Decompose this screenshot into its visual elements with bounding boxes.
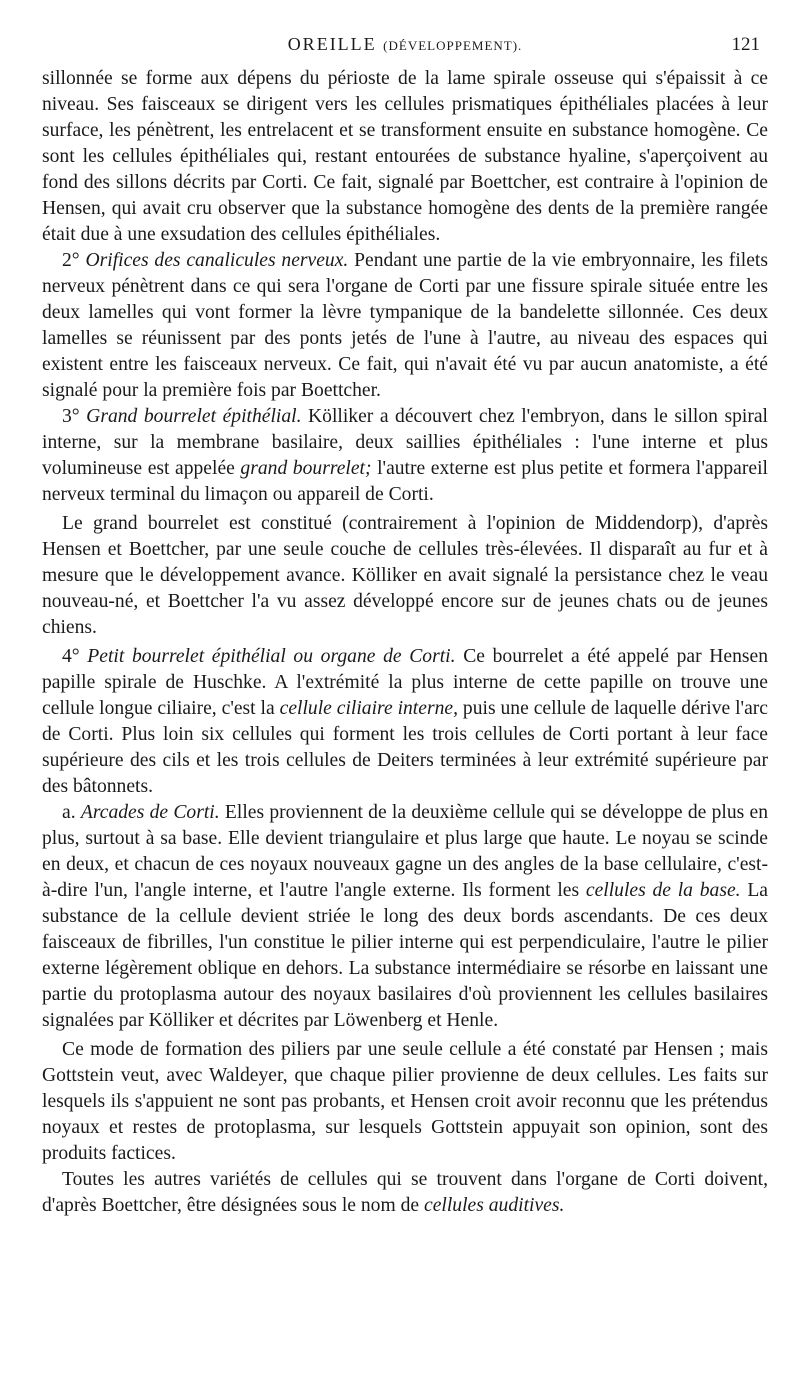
paragraph-3-text-after: l'autre externe est plus petite et formera l'appareil nerveux terminal du limaçon ou appareil de Corti.	[42, 458, 768, 505]
paragraph-1-text: sillonnée se forme aux dépens du périoste de la lame spirale osseuse qui s'épaissit à ce niveau. Ses faisceaux se dirigent vers les cellules prismatiques épithéliales placées à leur surface, les pénètrent, les entrelacent et se transforment ensuite en substance homogène. Ce sont les cellules épithéliales qui, restant entourées de substance hyaline, s'aperçoivent au fond des sillons décrits par Corti. Ce fait, signalé par Boettcher, est contraire à l'opinion de Hensen, qui avait cru observer que la substance homogène des dents de la première rangée était due à une exsudation des cellules épithéliales.	[42, 68, 768, 245]
paragraph-8-italic: cellules auditives.	[424, 1195, 565, 1216]
paragraph-6-italic: cellules de la base.	[585, 880, 741, 901]
body-text	[42, 66, 768, 1219]
paragraph-3-text-before: Kölliker a découvert chez l'embryon, dans le sillon spiral interne, sur la membrane basilaire, deux saillies épithéliales : l'une interne et plus volumineuse est appelée	[42, 406, 768, 479]
paragraph-2-heading: Orifices des canalicules nerveux.	[85, 250, 349, 271]
paragraph-2	[42, 248, 768, 404]
paragraph-3-heading: Grand bourrelet épithélial.	[86, 406, 302, 427]
header-subtitle: (DÉVELOPPEMENT).	[383, 38, 523, 53]
paragraph-7-text: Ce mode de formation des piliers par une seule cellule a été constaté par Hensen ; mais Gottstein veut, avec Waldeyer, que chaque pilier provienne de deux cellules. Les faits sur lesquels ils s'appuient ne sont pas probants, et Hensen croit avoir reconnu que les prétendus noyaux et restes de protoplasma, sur lesquels Gottstein appuyait son opinion, sont des produits factices.	[42, 1039, 768, 1164]
paragraph-5-text-before: Ce bourrelet a été appelé par Hensen papille spirale de Huschke. A l'extrémité la plus interne de cette papille on trouve une cellule longue ciliaire, c'est la	[42, 646, 768, 719]
paragraph-8-text-before: Toutes les autres variétés de cellules qui se trouvent dans l'organe de Corti doivent, d'après Boettcher, être désignées sous le nom de	[42, 1169, 768, 1216]
paragraph-6-text-before: Elles proviennent de la deuxième cellule qui se développe de plus en plus, surtout à sa base. Elle devient triangulaire et plus large que haute. Le noyau se scinde en deux, et chacun de ces noyaux nouveaux gagne un des angles de la base cellulaire, c'est-à-dire l'un, l'angle interne, et l'autre l'angle externe. Ils forment les	[42, 802, 769, 901]
running-title	[288, 30, 523, 55]
paragraph-3-number: 3°	[62, 406, 80, 427]
paragraph-6	[42, 800, 768, 1034]
paragraph-2-number: 2°	[62, 250, 80, 271]
paragraph-1	[42, 66, 768, 248]
paragraph-7	[42, 1037, 768, 1167]
paragraph-2-text: Pendant une partie de la vie embryonnaire, les filets nerveux pénètrent dans ce qui sera l'organe de Corti par une fissure spirale située entre les deux lamelles qui vont former la lèvre tympanique de la bandelette sillonnée. Ces deux lamelles se réunissent par des ponts jetés de l'une à l'autre, au niveau des espaces qui existent entre les faisceaux nerveux. Ce fait, qui n'avait été vu par aucun anatomiste, a été signalé pour la première fois par Boettcher.	[42, 250, 768, 401]
paragraph-4-text: Le grand bourrelet est constitué (contrairement à l'opinion de Middendorp), d'après Hensen et Boettcher, par une seule couche de cellules très-élevées. Il disparaît au fur et à mesure que le développement avance. Kölliker en avait signalé la persistance chez le veau nouveau-né, et Boettcher l'a vu assez développé encore sur de jeunes chats ou de jeunes chiens.	[42, 513, 768, 638]
paragraph-5-number: 4°	[62, 646, 80, 667]
paragraph-5-text-after: puis une cellule de laquelle dérive l'arc de Corti. Plus loin six cellules qui forment les trois cellules de Corti portant à leur face supérieure des cils et les trois cellules de Deiters terminées à leur extrémité supérieure par des bâtonnets.	[42, 698, 769, 797]
paragraph-8	[42, 1167, 768, 1219]
page-number: 121	[731, 34, 760, 55]
paragraph-4	[42, 511, 768, 641]
paragraph-6-number: a.	[62, 802, 76, 823]
running-header	[42, 30, 768, 64]
paragraph-3-italic: grand bourrelet;	[240, 458, 372, 479]
paragraph-5	[42, 644, 768, 800]
paragraph-6-text-after: La substance de la cellule devient striée le long des deux bords ascendants. De ces deux faisceaux de fibrilles, l'un constitue le pilier interne qui est perpendiculaire, l'autre le pilier externe légèrement oblique en dehors. La substance intermédiaire se résorbe en laissant une partie du protoplasma autour des noyaux basilaires d'où proviennent les cellules basilaires signalées par Kölliker et décrites par Löwenberg et Henle.	[42, 880, 768, 1031]
header-title: OREILLE	[287, 34, 377, 54]
paragraph-6-heading: Arcades de Corti.	[80, 802, 220, 823]
paragraph-5-italic: cellule ciliaire interne,	[279, 698, 458, 719]
paragraph-5-heading: Petit bourrelet épithélial ou organe de Corti.	[87, 646, 456, 667]
paragraph-3	[42, 404, 768, 508]
